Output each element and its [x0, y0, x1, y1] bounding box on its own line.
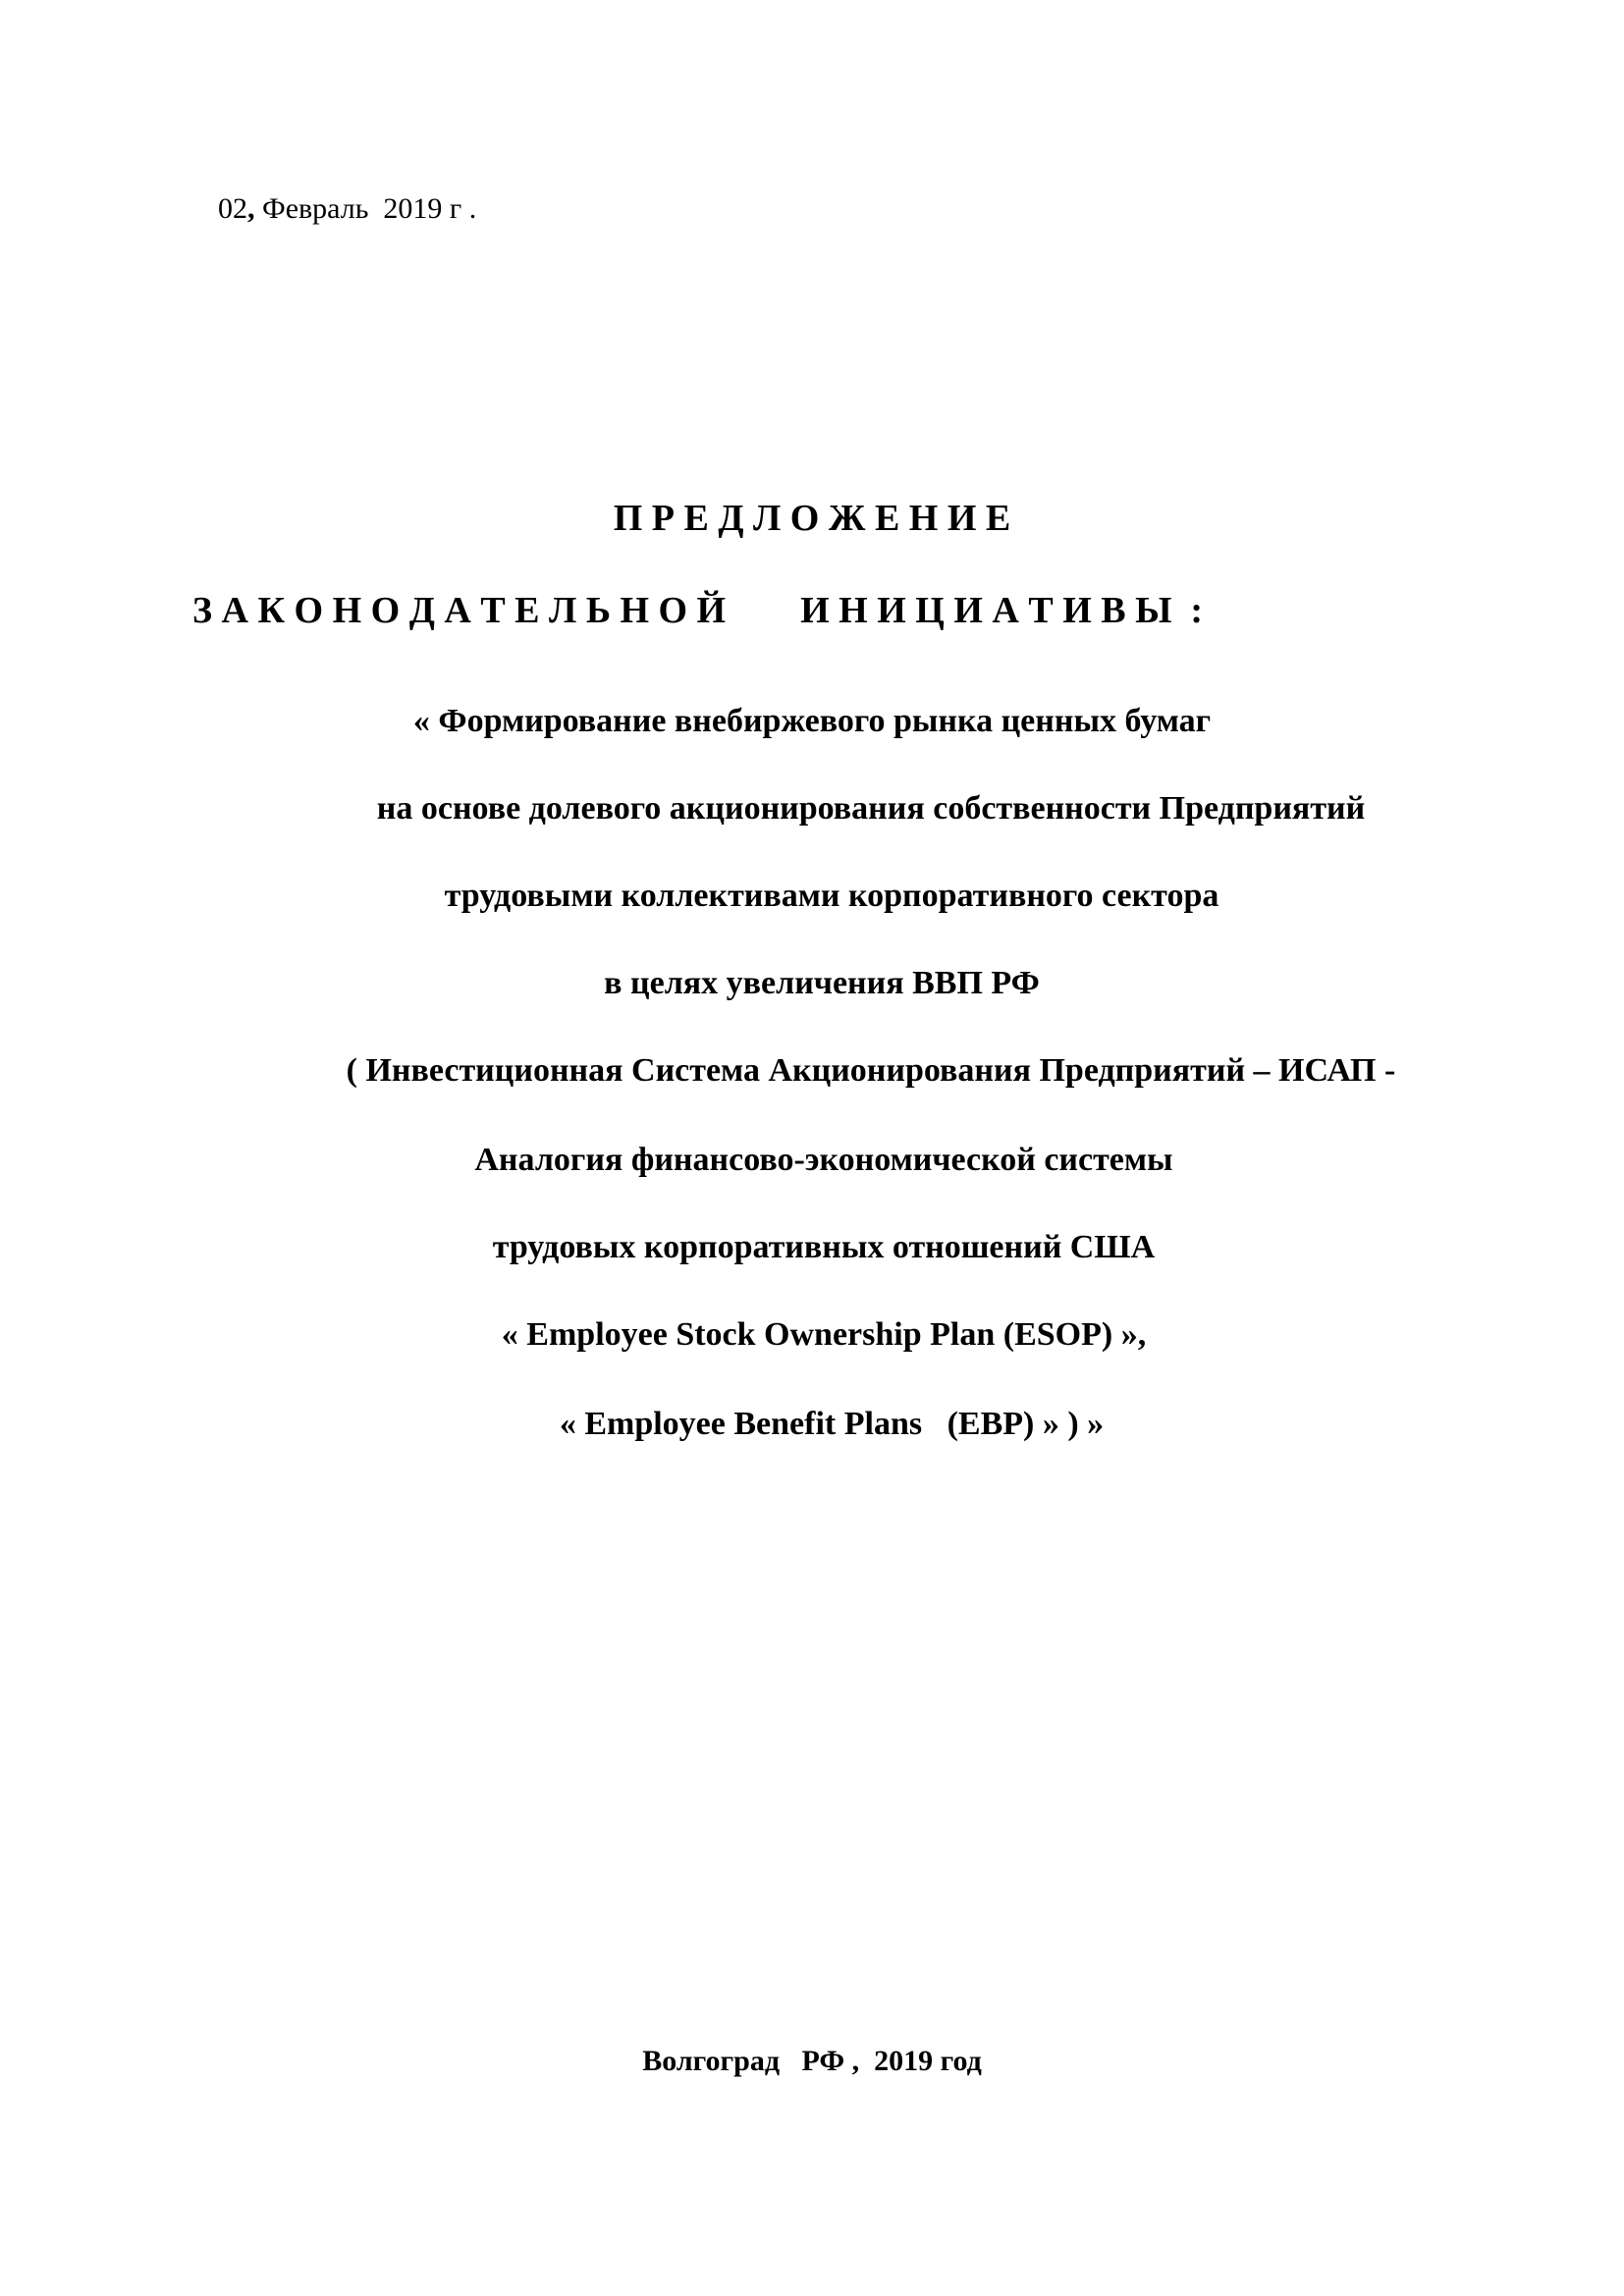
date-comma: , — [247, 192, 255, 225]
document-heading-line-2: З А К О Н О Д А Т Е Л Ь Н О Й И Н И Ц И А Т И В Ы : — [192, 590, 1204, 631]
subtitle-line-4: в целях увеличения ВВП РФ — [604, 965, 1040, 1001]
subtitle-line-5: ( Инвестиционная Система Акционирования Предприятий – ИСАП - — [346, 1052, 1396, 1089]
date-rest: Февраль 2019 г . — [254, 192, 477, 225]
subtitle-line-7: трудовых корпоративных отношений США — [492, 1229, 1156, 1265]
subtitle-line-8: « Employee Stock Ownership Plan (ESOP) », — [501, 1316, 1147, 1353]
subtitle-line-3: трудовыми коллективами корпоративного сектора — [444, 878, 1219, 914]
subtitle-line-2: на основе долевого акционирования собственности Предприятий — [376, 790, 1366, 827]
document-date — [218, 192, 476, 226]
subtitle-line-9: « Employee Benefit Plans (EBP) » ) » — [559, 1406, 1105, 1442]
subtitle-line-6: Аналогия финансово-экономической системы — [474, 1142, 1173, 1178]
date-day: 02 — [218, 192, 247, 225]
document-heading-line-1: П Р Е Д Л О Ж Е Н И Е — [613, 498, 1011, 539]
document-footer-place-year: Волгоград РФ , 2019 год — [642, 2045, 982, 2077]
subtitle-line-1: « Формирование внебиржевого рынка ценных бумаг — [412, 703, 1212, 739]
